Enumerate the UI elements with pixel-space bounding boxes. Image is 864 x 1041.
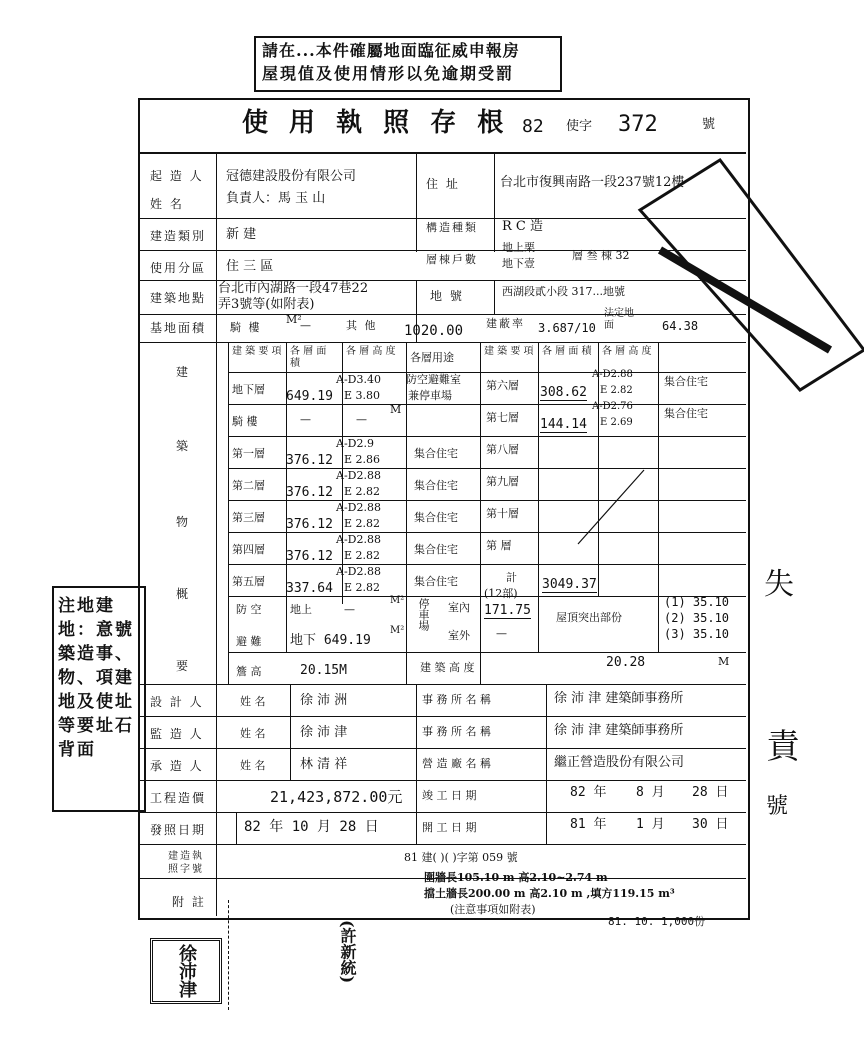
form-prefix: 使字 [566, 119, 593, 134]
right-margin-char-a: 責 [766, 727, 800, 767]
signature-stamp: (許新統) [338, 920, 357, 984]
label-site: 建築地點 [150, 291, 207, 305]
row-basement-use: 防空避難室 [406, 373, 461, 386]
notice-line2: 屋現值及使用情形以免逾期受罰 [262, 64, 515, 83]
value-parking-in2: 171.75 [484, 603, 531, 618]
signature-strip [228, 900, 419, 1010]
value-comp-y: 82 年 [570, 785, 607, 800]
value-category: 新 建 [226, 227, 257, 242]
value-roof2: (2) 35.10 [664, 611, 730, 625]
value-parking-in: (12部) [484, 587, 518, 600]
value-company: 繼正營造股份有限公司 [554, 755, 685, 770]
value-roof1: (1) 35.10 [664, 595, 730, 609]
value-site: 台北市內湖路一段47巷22 [218, 281, 369, 296]
label-category: 建造類別 [150, 229, 207, 243]
value-floors-up: 地上栗 [502, 241, 535, 254]
value-comp-m: 8 月 [636, 785, 665, 800]
value-supervisor-office: 徐 沛 津 建築師事務所 [554, 723, 684, 738]
value-base-annex: — [300, 319, 311, 332]
value-roof3: (3) 35.10 [664, 627, 730, 641]
row-f7-area: 144.14 [540, 417, 587, 432]
row-f7-h2: E 2.69 [600, 417, 633, 428]
row-f6-h1: A-D2.88 [592, 369, 633, 380]
label-supervisor-office: 事 務 所 名 稱 [422, 725, 491, 738]
label-issue: 發照日期 [150, 823, 207, 837]
row-f3-area: 376.12 [286, 517, 333, 532]
row-f7-label: 第七層 [486, 411, 519, 424]
label-parking: 停車場 [417, 598, 430, 631]
row-f4-area: 376.12 [286, 549, 333, 564]
value-builder: 冠德建設股份有限公司 [226, 169, 357, 184]
label-designer: 設 計 人 [150, 695, 204, 709]
row-shelter-m2: M² [390, 595, 405, 606]
row-f10-label: 第十層 [486, 507, 519, 520]
label-roof: 屋頂突出部份 [556, 611, 622, 624]
row-f1-h2: E 2.86 [344, 453, 381, 466]
diagonal-stamp-band [600, 150, 864, 410]
label-legal-area: 法定地面 [604, 308, 634, 331]
empty-floors-strike [540, 440, 660, 560]
row-f9-label: 第九層 [486, 475, 519, 488]
row-f6-h2: E 2.82 [600, 385, 633, 396]
row-f1-label: 第一層 [232, 447, 265, 460]
label-building-5: 要 [176, 659, 191, 673]
row-f8-label: 第八層 [486, 443, 519, 456]
label-remarks: 附 註 [172, 895, 206, 909]
label-building-3: 物 [176, 515, 191, 529]
value-cost: 21,423,872.00元 [270, 788, 403, 806]
row-basement-area: 649.19 [286, 389, 333, 404]
row-eave-value: 20.15M [300, 663, 347, 678]
label-builder: 起 造 人 [150, 169, 204, 183]
row-f1-area: 376.12 [286, 453, 333, 468]
row-annex-area: — [300, 413, 311, 426]
row-total-label: 計 [506, 571, 517, 584]
value-site2: 弄3號等(如附表) [218, 297, 315, 312]
row-evac-m2: M² [390, 625, 405, 636]
value-comp-d: 28 日 [692, 785, 729, 800]
value-supervisor: 徐 沛 津 [300, 725, 348, 740]
row-eave-label: 簷 高 [236, 665, 262, 678]
row-annex-m: M [390, 403, 402, 416]
value-start-y: 81 年 [570, 817, 607, 832]
value-start-d: 30 日 [692, 817, 729, 832]
row-f4-h2: E 2.82 [344, 549, 381, 562]
label-zoning: 使用分區 [150, 261, 207, 275]
row-evac-below: 地下 649.19 [290, 633, 371, 648]
label-outdoor: 室外 [448, 629, 470, 642]
bottom-seal-text: 徐沛津 [176, 944, 197, 998]
label-building-2: 築 [176, 439, 191, 453]
side-note-box [52, 586, 146, 812]
row-f2-label: 第二層 [232, 479, 265, 492]
row-f3-use: 集合住宅 [414, 511, 458, 524]
value-issue: 82 年 10 月 28 日 [244, 819, 379, 835]
row-annex-height: — [356, 413, 367, 426]
row-f3-label: 第三層 [232, 511, 265, 524]
header-item-left: 建 築 要 項 [232, 346, 282, 357]
label-company: 營 造 廠 名 稱 [422, 757, 491, 770]
right-margin-char-b: 號 [766, 794, 789, 819]
row-f6-area: 308.62 [540, 385, 587, 400]
label-contractor: 承 造 人 [150, 759, 204, 773]
row-evac-label: 避 難 [236, 635, 262, 648]
label-building-4: 概 [176, 587, 191, 601]
row-total-area: 3049.37 [542, 577, 597, 592]
row-f4-h1: A-D2.88 [336, 533, 381, 546]
row-f2-use: 集合住宅 [414, 479, 458, 492]
label-supervisor: 監 造 人 [150, 727, 204, 741]
label-cost: 工程造價 [150, 791, 207, 805]
form-title: 使 用 執 照 存 根 [242, 108, 510, 138]
value-floors-count: 層 叁 棟 32 [572, 249, 630, 262]
label-annex: 騎 樓 [230, 321, 262, 334]
value-remark3: (注意事項如附表) [450, 903, 536, 916]
row-f2-h1: A-D2.88 [336, 469, 381, 482]
form-year: 82 [522, 116, 544, 137]
row-shelter-dash: — [344, 603, 355, 616]
label-coverage: 建蔽率 [486, 317, 525, 330]
row-f3-h1: A-D2.88 [336, 501, 381, 514]
label-completion: 竣 工 日 期 [422, 789, 477, 802]
row-f7-h1: A-D2.76 [592, 401, 633, 412]
row-basement-use2: 兼停車場 [408, 389, 452, 402]
label-floors: 層棟戶數 [426, 253, 478, 266]
label-contractor-name: 姓 名 [240, 759, 266, 772]
row-f5-h1: A-D2.88 [336, 565, 381, 578]
value-coverage: 3.687/10 [538, 321, 596, 335]
row-f5-use: 集合住宅 [414, 575, 458, 588]
row-f4-use: 集合住宅 [414, 543, 458, 556]
row-f5-label: 第五層 [232, 575, 265, 588]
label-lot: 地 號 [430, 289, 464, 303]
side-note-text: 注地建地：意號築造事、物、項建地及使址等要址石背面 [58, 596, 134, 760]
row-shelter-label: 防 空 [236, 603, 262, 616]
row-shelter-above: 地上 [290, 603, 312, 616]
notice-line1: 請在...本件確屬地面臨征威申報房 [262, 41, 520, 60]
row-f2-h2: E 2.82 [344, 485, 381, 498]
header-area-right: 各 層 面 積 [542, 346, 592, 357]
value-designer-office: 徐 沛 津 建築師事務所 [554, 691, 684, 706]
bottom-seal [150, 938, 222, 1004]
value-permit: 81 建( )( )字第 059 號 [404, 851, 518, 864]
row-f2-area: 376.12 [286, 485, 333, 500]
form-number: 372 [618, 112, 658, 137]
label-supervisor-name: 姓 名 [240, 727, 266, 740]
header-height-right: 各 層 高 度 [602, 346, 652, 357]
form-suffix: 號 [702, 117, 716, 132]
footer-print-note: 81. 10. 1,000份 [608, 915, 706, 928]
header-use-left: 各層用途 [410, 351, 454, 364]
label-name: 姓 名 [150, 197, 184, 211]
label-designer-office: 事 務 所 名 稱 [422, 693, 491, 706]
value-zoning: 住 三 區 [226, 259, 274, 274]
row-f3-h2: E 2.82 [344, 517, 381, 530]
row-f7-use: 集合住宅 [664, 407, 708, 420]
header-item-right: 建 築 要 項 [484, 346, 534, 357]
notice-stamp [254, 36, 562, 92]
label-base-area: 基地面積 [150, 321, 207, 335]
value-designer: 徐 沛 洲 [300, 693, 348, 708]
label-other: 其 他 [346, 319, 378, 332]
label-permit-no: 建造執照字號 [168, 851, 204, 875]
row-basement-h1: A-D3.40 [336, 373, 381, 386]
value-remark1: 圍牆長105.10 m 高2.10~2.74 m [424, 871, 608, 884]
value-base-other: 1020.00 [404, 323, 464, 339]
unit-bldg-height: M [718, 655, 730, 668]
unit-m2-a: M² [286, 313, 302, 326]
value-lot: 西湖段貳小段 317...地號 [502, 285, 625, 298]
row-fn-label: 第 層 [486, 539, 512, 552]
label-structure: 構造種類 [426, 221, 478, 234]
value-address: 台北市復興南路一段237號12樓 [500, 175, 685, 190]
value-start-m: 1 月 [636, 817, 665, 832]
row-f5-h2: E 2.82 [344, 581, 381, 594]
row-f1-h1: A-D2.9 [336, 437, 374, 450]
row-f5-area: 337.64 [286, 581, 333, 596]
value-structure: R C 造 [502, 219, 543, 234]
value-floors-down: 地下壹 [502, 257, 535, 270]
header-area-left: 各 層 面 積 [290, 346, 327, 369]
row-f4-label: 第四層 [232, 543, 265, 556]
row-f6-use: 集合住宅 [664, 375, 708, 388]
row-annex-label: 騎 樓 [232, 415, 258, 428]
row-basement-label: 地下層 [232, 383, 265, 396]
value-bldg-height: 20.28 [606, 655, 646, 670]
value-legal: 64.38 [662, 319, 699, 333]
row-f1-use: 集合住宅 [414, 447, 458, 460]
value-remark2: 擋土牆長200.00 m 高2.10 m ,填方119.15 m³ [424, 887, 675, 900]
label-address: 住 址 [426, 177, 460, 191]
row-f6-label: 第六層 [486, 379, 519, 392]
label-designer-name: 姓 名 [240, 695, 266, 708]
label-bldg-height: 建 築 高 度 [420, 661, 475, 674]
row-basement-h2: E 3.80 [344, 389, 381, 402]
right-margin-char-c: 失 [764, 567, 794, 602]
label-start: 開 工 日 期 [422, 821, 477, 834]
value-rep: 負責人：馬 玉 山 [226, 191, 326, 206]
value-contractor: 林 清 祥 [300, 757, 348, 772]
header-height-left: 各 層 高 度 [346, 346, 396, 357]
label-building-1: 建 [176, 365, 191, 379]
label-indoor: 室內 [448, 601, 470, 614]
value-parking-out: — [496, 627, 507, 640]
